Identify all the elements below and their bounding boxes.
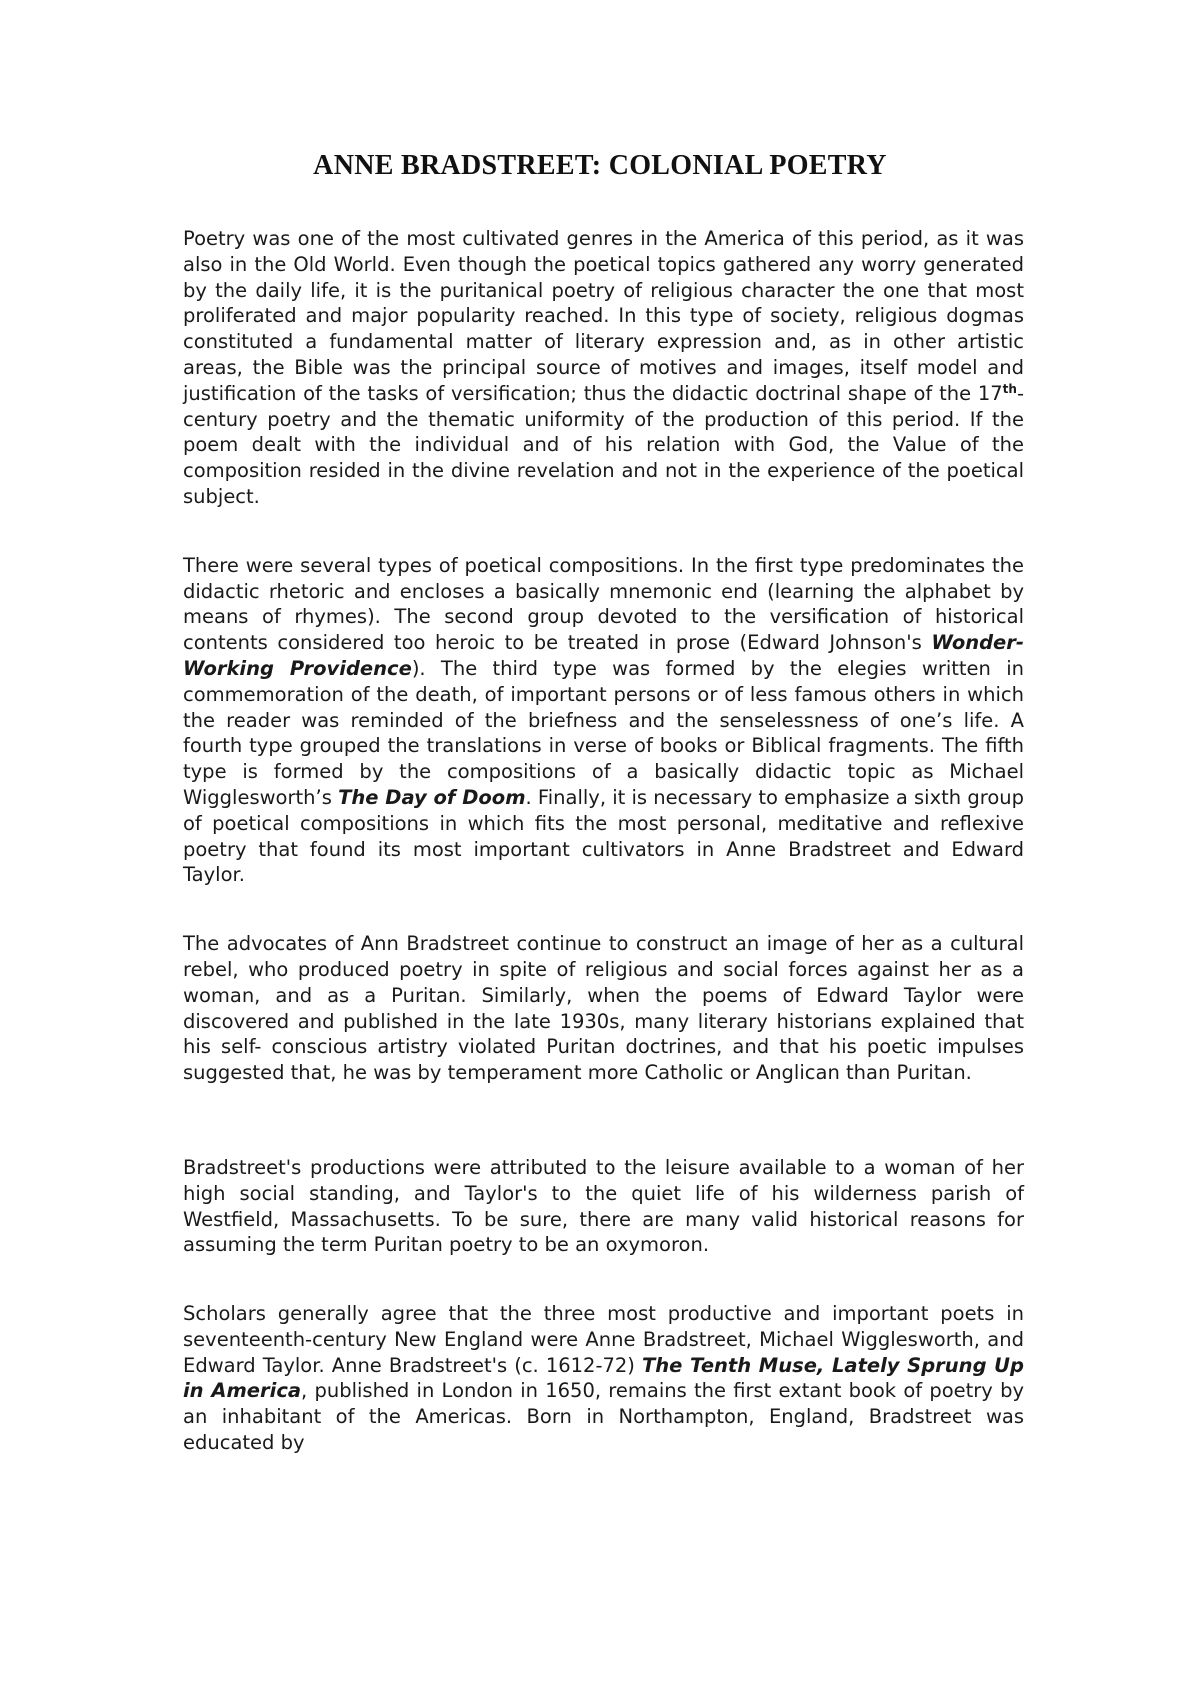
book-title-tenth-muse: The Tenth Muse, Lately Sprung Up in America	[183, 1353, 1024, 1403]
paragraph-text: . Finally, it is necessary to emphasize a sixth group of poetical compositions in which fits the most personal, meditative and reflexive poetry that found its most important cultivators in Anne Bradstreet and Edward Taylor.	[183, 785, 1024, 887]
document-body	[183, 226, 1024, 1456]
book-title-wonder-working-providence: Wonder-Working Providence	[183, 631, 1024, 680]
paragraph-text: -century poetry and the thematic uniformity of the production of this period. If the poem dealt with the individual and of his relation with God, the Value of the composition resided in the divine revelation and not in the experience of the poetical subject.	[183, 381, 1024, 508]
superscript-ordinal: th	[1002, 381, 1017, 396]
paragraph-composition-types	[183, 553, 1024, 888]
paragraph-text: , published in London in 1650, remains the first extant book of poetry by an inhabitant of the Americas. Born in Northampton, England, Bradstreet was educated by	[183, 1379, 1024, 1455]
paragraph-advocates: The advocates of Ann Bradstreet continue to construct an image of her as a cultural rebel, who produced poetry in spite of religious and social forces against her as a woman, and as a Puritan. Similarly, when the poems of Edward Taylor were discovered and published in the late 1930s, many literary historians explained that his self- conscious artistry violated Puritan doctrines, and that his poetic impulses suggested that, he was by temperament more Catholic or Anglican than Puritan.	[183, 932, 1024, 1085]
paragraph-poetry-genres	[183, 226, 1024, 510]
paragraph-text: There were several types of poetical compositions. In the first type predominates the didactic rhetoric and encloses a basically mnemonic end (learning the alphabet by means of rhymes). The second group devoted to the versification of historical contents considered too heroic to be treated in prose (Edward Johnson's	[183, 553, 1024, 655]
paragraph-scholars	[183, 1301, 1024, 1456]
paragraph-text: Scholars generally agree that the three most productive and important poets in seventeenth-century New England were Anne Bradstreet, Michael Wigglesworth, and Edward Taylor. Anne Bradstreet's (c. 1612-72)	[183, 1302, 1024, 1377]
paragraph-text: Poetry was one of the most cultivated genres in the America of this period, as it was also in the Old World. Even though the poetical topics gathered any worry generated by the daily life, it is the puritanical poetry of religious character the one that most proliferated and major popularity reached. In this type of society, religious dogmas constituted a fundamental matter of literary expression and, as in other artistic areas, the Bible was the principal source of motives and images, itself model and justification of the tasks of versification; thus the didactic doctrinal shape of the 17	[183, 227, 1024, 405]
paragraph-productions: Bradstreet's productions were attributed to the leisure available to a woman of her high social standing, and Taylor's to the quiet life of his wilderness parish of Westfield, Massachusetts. To be sure, there are many valid historical reasons for assuming the term Puritan poetry to be an oxymoron.	[183, 1155, 1024, 1257]
document-title: ANNE BRADSTREET: COLONIAL POETRY	[313, 150, 887, 181]
book-title-day-of-doom: The Day of Doom	[338, 785, 526, 809]
paragraph-text: ). The third type was formed by the elegies written in commemoration of the death, of important persons or of less famous others in which the reader was reminded of the briefness and the senselessness of one’s life. A fourth type grouped the translations in verse of books or Biblical fragments. The fifth type is formed by the compositions of a basically didactic topic as Michael Wigglesworth’s	[183, 656, 1024, 809]
